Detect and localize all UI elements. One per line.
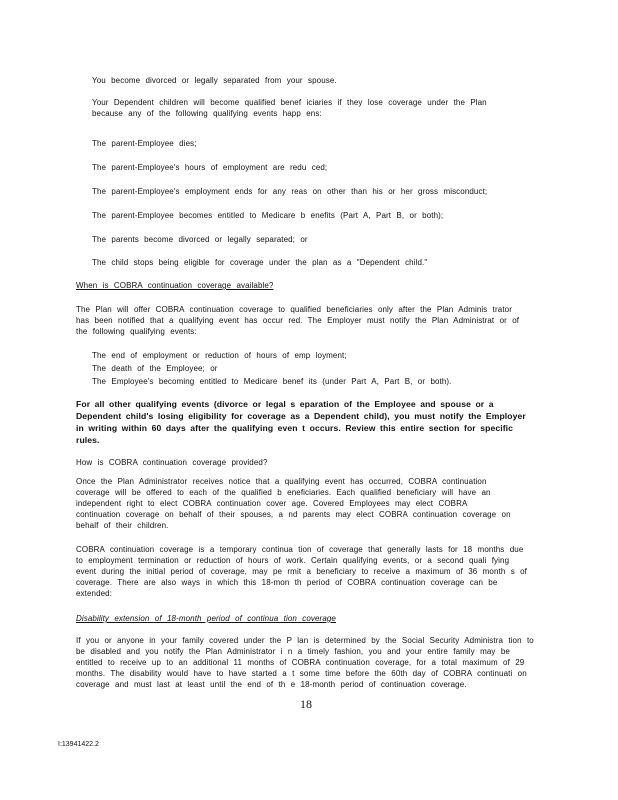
- dependent-event-item: The parent-Employee becomes entitled to Medicare b enefits (Part A, Part B, or both);: [92, 211, 444, 220]
- how-para-line-3: independent right to elect COBRA continuation cover age. Covered Employees may elect COBRA: [76, 499, 468, 508]
- when-para-line-1: The Plan will offer COBRA continuation coverage to qualified beneficiaries only after the Plan Adminis trator: [76, 305, 512, 314]
- how-para-line-5: behalf of their children.: [76, 521, 169, 530]
- how-para-line-2: coverage will be offered to each of the qualified b eneficiaries. Each qualified beneficiary will have an: [76, 488, 491, 497]
- dependent-event-item: The child stops being eligible for coverage under the plan as a "Dependent child.": [92, 258, 428, 267]
- dependent-event-item: The parent-Employee's hours of employment are redu ced;: [92, 163, 328, 172]
- when-event-item: The Employee's becoming entitled to Medicare benef its (under Part A, Part B, or both).: [92, 377, 452, 386]
- dependent-para-line-2: because any of the following qualifying events happ ens:: [92, 109, 322, 118]
- bold-para-line-4: rules.: [76, 435, 100, 445]
- temp-para-line-3: event during the initial period of coverage, may pe rmit a beneficiary to receive a maximum of 36 month s of: [76, 567, 527, 576]
- when-event-item: The death of the Employee; or: [92, 364, 218, 373]
- bold-para-line-1: For all other qualifying events (divorce or legal s eparation of the Employee and spouse or a: [76, 399, 494, 409]
- when-para-line-3: the following qualifying events:: [76, 327, 197, 336]
- dependent-para-line-1: Your Dependent children will become qualified benef iciaries if they lose coverage under the Plan: [92, 98, 487, 107]
- temp-para-line-1: COBRA continuation coverage is a temporary continua tion of coverage that generally lasts for 18 months due: [76, 545, 524, 554]
- intro-bullet: You become divorced or legally separated from your spouse.: [92, 76, 337, 85]
- how-para-line-1: Once the Plan Administrator receives notice that a qualifying event has occurred, COBRA continuation: [76, 477, 487, 486]
- disability-para-line-1: If you or anyone in your family covered under the P lan is determined by the Social Security Administra tion to: [76, 636, 534, 645]
- dependent-event-item: The parent-Employee dies;: [92, 139, 197, 148]
- dependent-event-item: The parents become divorced or legally separated; or: [92, 235, 308, 244]
- disability-para-line-2: be disabled and you notify the Plan Administrator i n a timely fashion, you and your entire family may be: [76, 647, 510, 656]
- temp-para-line-2: to employment termination or reduction of hours of work. Certain qualifying events, or a second quali fying: [76, 556, 510, 565]
- when-para-line-2: has been notified that a qualifying event has occur red. The Employer must notify the Plan Administrat or of: [76, 316, 520, 325]
- how-para-line-4: continuation coverage on behalf of their spouses, a nd parents may elect COBRA continuation coverage on: [76, 510, 511, 519]
- document-id: I:13941422.2: [58, 741, 99, 748]
- disability-para-line-3: entitled to receive up to an additional 11 months of COBRA continuation coverage, for a total maximum of 29: [76, 658, 525, 667]
- bold-para-line-3: in writing within 60 days after the qualifying even t occurs. Review this entire section for specific: [76, 423, 514, 433]
- disability-heading: Disability extension of 18-month period of continua tion coverage: [76, 614, 336, 623]
- disability-para-line-5: coverage and must last at least until the end of th e 18-month period of continuation coverage.: [76, 680, 467, 689]
- when-heading: When is COBRA continuation coverage available?: [76, 281, 274, 290]
- disability-para-line-4: months. The disability would have to have started a t some time before the 60th day of COBRA continuati on: [76, 669, 527, 678]
- temp-para-line-4: coverage. There are also ways in which this 18-mon th period of COBRA continuation coverage can be: [76, 578, 498, 587]
- how-heading: How is COBRA continuation coverage provided?: [76, 458, 268, 467]
- page-number: 18: [300, 697, 312, 711]
- temp-para-line-5: extended:: [76, 589, 113, 598]
- dependent-event-item: The parent-Employee's employment ends for any reas on other than his or her gross misconduct;: [92, 187, 488, 196]
- when-event-item: The end of employment or reduction of hours of emp loyment;: [92, 351, 347, 360]
- bold-para-line-2: Dependent child's losing eligibility for coverage as a Dependent child), you must notify the Employer: [76, 411, 526, 421]
